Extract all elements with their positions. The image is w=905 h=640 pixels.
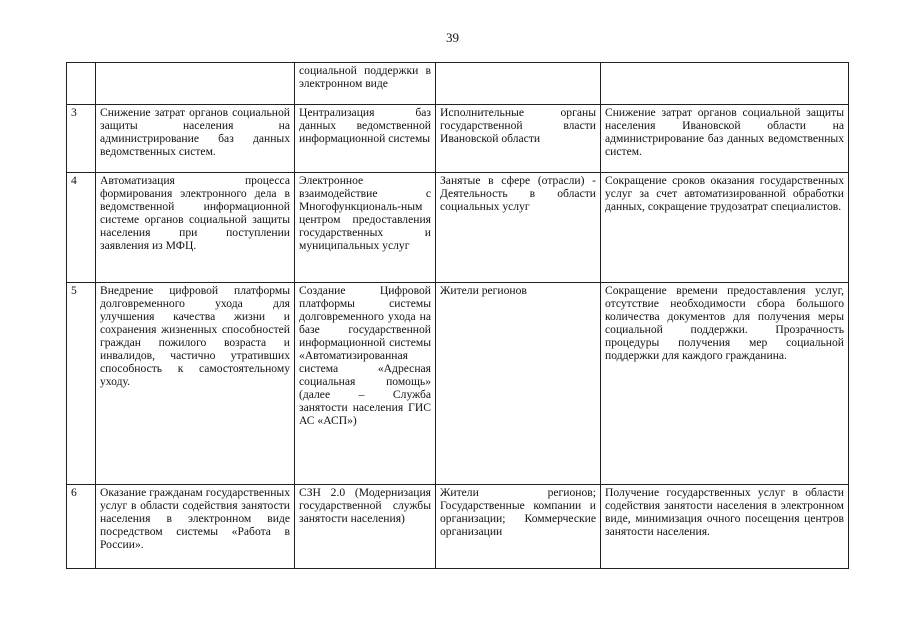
effect-cell: Сокращение времени предоставления услуг, отсутствие необходимости сбора большого количества документов для получения меры социальной поддержки. Прозрачность процедуры получения мер социальной поддержки для каждого гражданина. (601, 283, 849, 485)
task-cell: Автоматизация процесса формирования электронного дела в ведомственной информационной системе органов социальной защиты населения при поступлении заявления из МФЦ. (96, 173, 295, 283)
beneficiaries-cell (436, 63, 601, 105)
effect-cell: Сокращение сроков оказания государственных услуг за счет автоматизированной обработки данных, сокращение трудозатрат специалистов. (601, 173, 849, 283)
measures-table (66, 62, 849, 569)
effect-cell: Снижение затрат органов социальной защиты населения Ивановской области на администрирование баз данных ведомственных систем. (601, 105, 849, 173)
solution-cell: Электронное взаимодействие с Многофункциональ-ным центром предоставления государственных и муниципальных услуг (295, 173, 436, 283)
solution-cell: социальной поддержки в электронном виде (295, 63, 436, 105)
solution-cell: Создание Цифровой платформы системы долговременного ухода на базе государственной информационной системы «Автоматизированная система «Адресная социальная помощь» (далее – Служба занятости населения ГИС АС «АСП») (295, 283, 436, 485)
row-number-cell: 6 (67, 485, 96, 569)
task-cell: Снижение затрат органов социальной защиты населения на администрирование баз данных ведомственных систем. (96, 105, 295, 173)
beneficiaries-cell: Исполнительные органы государственной власти Ивановской области (436, 105, 601, 173)
row-number-cell: 5 (67, 283, 96, 485)
row-number-cell: 3 (67, 105, 96, 173)
table-row (67, 283, 849, 485)
task-cell (96, 63, 295, 105)
row-number-cell: 4 (67, 173, 96, 283)
effect-cell: Получение государственных услуг в области содействия занятости населения в электронном виде, минимизация очного посещения центров занятости населения. (601, 485, 849, 569)
beneficiaries-cell: Жители регионов (436, 283, 601, 485)
table-row-continuation (67, 63, 849, 105)
solution-cell: Централизация баз данных ведомственной информационной системы (295, 105, 436, 173)
page-number: 39 (446, 30, 459, 45)
row-number-cell (67, 63, 96, 105)
beneficiaries-cell: Жители регионов; Государственные компании и организации; Коммерческие организации (436, 485, 601, 569)
task-cell: Оказание гражданам государственных услуг в области содействия занятости населения в электронном виде посредством системы «Работа в России». (96, 485, 295, 569)
table-row (67, 173, 849, 283)
beneficiaries-cell: Занятые в сфере (отрасли) - Деятельность в области социальных услуг (436, 173, 601, 283)
table-row (67, 485, 849, 569)
task-cell: Внедрение цифровой платформы долговременного ухода для улучшения качества жизни и сохранения жизненных способностей граждан пожилого возраста и инвалидов, частично утративших способность к самостоятельному уходу. (96, 283, 295, 485)
table-row (67, 105, 849, 173)
solution-cell: СЗН 2.0 (Модернизация государственной службы занятости населения) (295, 485, 436, 569)
effect-cell (601, 63, 849, 105)
